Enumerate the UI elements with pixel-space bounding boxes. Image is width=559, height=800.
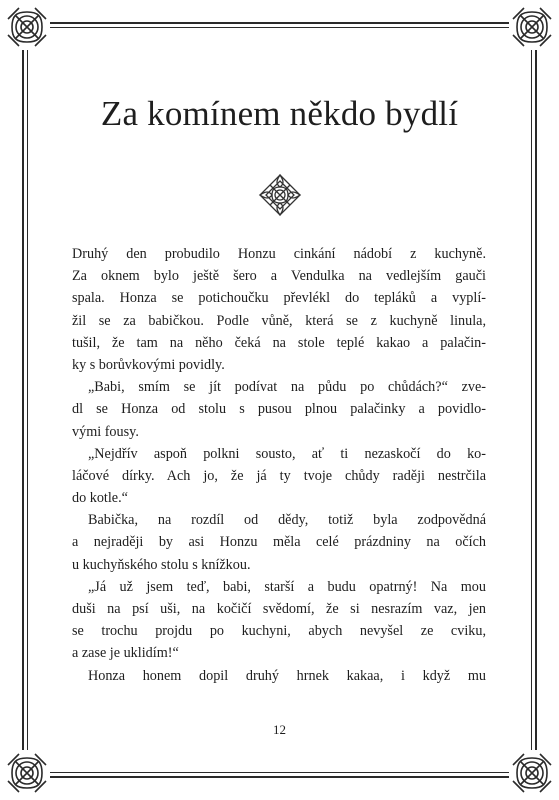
chapter-title: Za komínem někdo bydlí (100, 94, 459, 133)
text-line: láčové dírky. Ach jo, že já ty tvoje chůdy raději nestrčila (72, 467, 486, 484)
text-line: a zase je uklidím!“ (72, 645, 179, 662)
text-line: vými fousy. (72, 423, 139, 440)
body-text (72, 243, 486, 687)
text-line: „Já už jsem teď, babi, starší a budu opatrný! Na mou (88, 578, 486, 595)
celtic-knot-corner-icon (509, 750, 555, 796)
text-line: tušil, že tam na něho čeká na stole teplé kakao a palačin- (72, 334, 486, 351)
text-line: dl se Honza od stolu s pusou plnou palačinky a povidlo- (72, 401, 486, 418)
text-line: se trochu projdu po kuchyni, abych nevyšel ze cviku, (72, 623, 486, 640)
text-line: Za oknem bylo ještě šero a Vendulka na vedlejším gauči (72, 268, 486, 285)
text-line: spala. Honza se potichoučku převlékl do tepláků a vyplí- (72, 290, 486, 307)
text-line: Druhý den probudilo Honzu cinkání nádobí z kuchyně. (72, 246, 486, 262)
text-line: Babička, na rozdíl od dědy, totiž byla zodpovědná (88, 512, 486, 529)
text-line: Honza honem dopil druhý hrnek kakaa, i když mu (88, 667, 486, 684)
text-line: ky s borůvkovými povidly. (72, 356, 225, 373)
celtic-knot-icon (257, 172, 303, 218)
text-line: duši na psí uši, na kočičí svědomí, že si nesrazím vaz, jen (72, 601, 486, 617)
text-line: do kotle.“ (72, 490, 128, 507)
text-line: „Nejdřív aspoň polkni sousto, ať ti nezaskočí do ko- (88, 445, 486, 462)
celtic-knot-corner-icon (4, 4, 50, 50)
text-line: u kuchyňského stolu s knížkou. (72, 556, 251, 573)
celtic-knot-corner-icon (509, 4, 555, 50)
text-line: a nejraději by asi Honzu měla celé prázdniny na očích (72, 534, 486, 551)
text-line: „Babi, smím se jít podívat na půdu po chůdách?“ zve- (88, 379, 486, 396)
page-number: 12 (273, 722, 286, 737)
celtic-knot-corner-icon (4, 750, 50, 796)
text-line: žil se za babičkou. Podle vůně, která se z kuchyně linula, (72, 312, 486, 329)
